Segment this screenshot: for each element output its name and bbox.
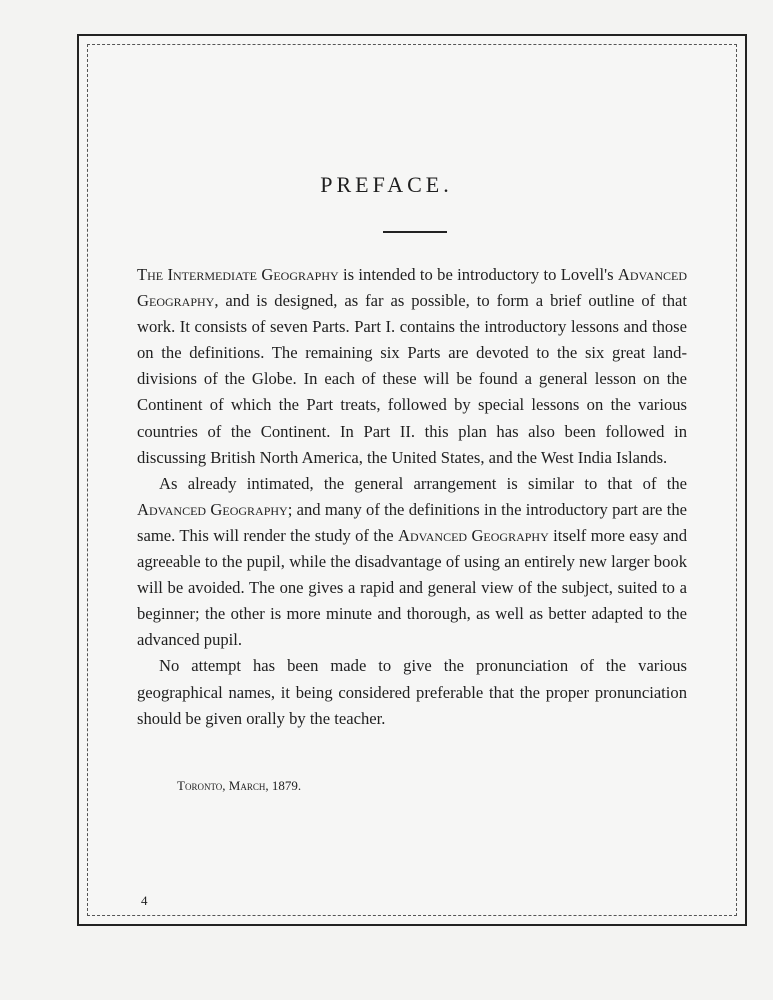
preface-body (137, 262, 687, 732)
book-title: The Intermediate Geography (137, 265, 339, 284)
signoff: Toronto, March, 1879. (177, 778, 302, 793)
paragraph-2: As already intimated, the general arrangement is similar to that of the Advanced Geography; and many of the definitions in the introductory part are the same. This will render the study of the Advanced Geography itself more easy and agreeable to the pupil, while the disadvantage of using an entirely new larger book will be avoided. The one gives a rapid and general view of the subject, suited to a beginner; the other is more minute and thorough, as well as better adapted to the advanced pupil. (137, 473, 688, 650)
page-number: 4 (141, 893, 148, 908)
book-title: Advanced Geography (397, 525, 549, 545)
paragraph-1: The Intermediate Geography is intended to be introductory to Lovell's Advanced Geography, and is designed, as far as possible, to form a brief outline of that work. It consists of seven Parts. Part I. contains the introductory lessons and those on the definitions. The remaining six Parts are devoted to the six great land-divisions of the Globe. In each of these will be found a general lesson on the Continent of which the Part treats, followed by special lessons on the various countries of the Continent. In Part II. this plan has also been followed in discussing British North America, the United States, and the West India Islands. (137, 265, 687, 467)
title-rule (383, 231, 447, 233)
page-title: PREFACE. (320, 172, 453, 197)
book-title: Advanced Geography (137, 265, 687, 311)
book-title: Advanced Geography (137, 499, 288, 519)
paragraph-3: No attempt has been made to give the pronunciation of the various geographical names, it being considered preferable that the proper pronunciation should be given orally by the teacher. (137, 656, 687, 728)
